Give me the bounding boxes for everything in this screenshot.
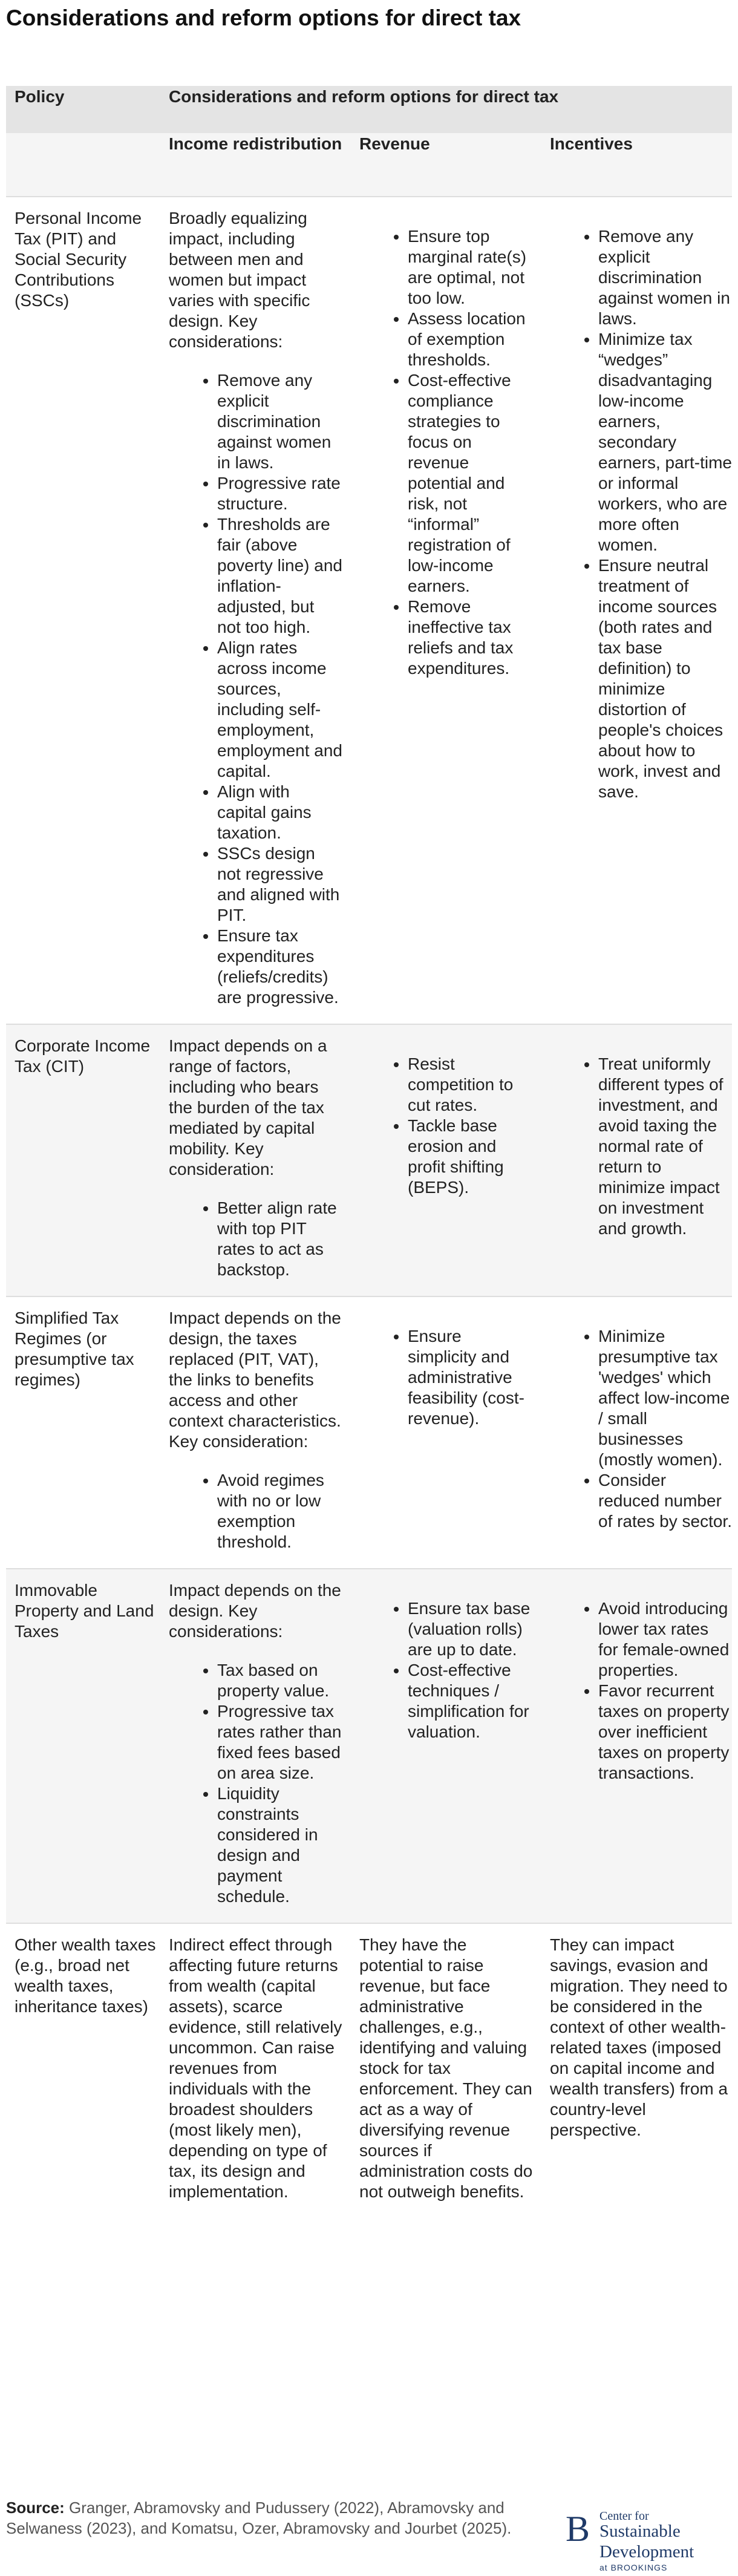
policy-cell: Immovable Property and Land Taxes (6, 1569, 160, 1923)
list-item: • Resist competition to cut rates. (408, 1054, 533, 1116)
source-note (6, 2497, 544, 2538)
income-text: Impact depends on the design, the taxes replaced (PIT, VAT), the links to benefits access and other context characteristics. Key consideration: (169, 1309, 341, 1451)
list-item: • Ensure tax expenditures (reliefs/credits) are progressive. (217, 926, 342, 1008)
incentives-list (550, 226, 732, 802)
policy-cell: Corporate Income Tax (CIT) (6, 1024, 160, 1296)
list-item: • Cost-effective compliance strategies to focus on revenue potential and risk, not “informal” registration of low-income earners. (408, 370, 533, 597)
revenue-list (359, 1598, 533, 1742)
logo-line-1: Center for (599, 2509, 649, 2523)
list-item: • Minimize presumptive tax 'wedges' which affect low-income / small businesses (mostly women). (598, 1326, 732, 1470)
revenue-list (359, 1054, 533, 1198)
income-text: Impact depends on a range of factors, including who bears the burden of the tax mediated by capital mobility. Key consideration: (169, 1036, 327, 1178)
incentives-cell: They can impact savings, evasion and migration. They need to be considered in the context of other wealth-related taxes (imposed on capital income and wealth transfers) from a country-level perspective. (541, 1923, 732, 2218)
income-list (169, 1470, 342, 1552)
list-item: • Treat uniformly different types of investment, and avoid taxing the normal rate of return to minimize impact on investment and growth. (598, 1054, 732, 1239)
policy-cell: Other wealth taxes (e.g., broad net wealth taxes, inheritance taxes) (6, 1923, 160, 2218)
income-cell (160, 197, 351, 1024)
subheader-empty (6, 133, 160, 197)
list-item: • Assess location of exemption thresholds. (408, 309, 533, 370)
list-item: • Ensure neutral treatment of income sources (both rates and tax base definition) to minimize distortion of people's choices about how to work, invest and save. (598, 555, 732, 802)
source-text: Granger, Abramovsky and Pudussery (2022), Abramovsky and Selwaness (2023), and Komatsu, Ozer, Abramovsky and Jourbet (2025). (6, 2499, 512, 2537)
logo-line-2: Sustainable (599, 2522, 681, 2541)
table-row (6, 1569, 732, 1923)
list-item: • Consider reduced number of rates by sector. (598, 1470, 732, 1532)
list-item: • Better align rate with top PIT rates to act as backstop. (217, 1198, 342, 1280)
revenue-cell: They have the potential to raise revenue, but face administrative challenges, e.g., identifying and valuing stock for tax enforcement. They can act as a way of diversifying revenue sources if administration costs do not outweigh benefits. (351, 1923, 541, 2218)
table-subheader-row (6, 133, 732, 197)
logo-mark: B (566, 2509, 590, 2549)
table-row (6, 1296, 732, 1569)
list-item: • Tax based on property value. (217, 1660, 342, 1701)
policy-cell: Simplified Tax Regimes (or presumptive tax regimes) (6, 1296, 160, 1569)
list-item: • Align rates across income sources, including self-employment, employment and capital. (217, 638, 342, 782)
header-considerations: Considerations and reform options for direct tax (160, 86, 732, 133)
source-label: Source: (6, 2499, 65, 2517)
list-item: • Minimize tax “wedges” disadvantaging low-income earners, secondary earners, part-time or informal workers, who are more often women. (598, 329, 732, 555)
incentives-cell (541, 197, 732, 1024)
list-item: • Remove any explicit discrimination against women in laws. (217, 370, 342, 473)
table-row (6, 197, 732, 1024)
income-list (169, 1198, 342, 1280)
list-item: • Avoid regimes with no or low exemption threshold. (217, 1470, 342, 1552)
incentives-cell (541, 1024, 732, 1296)
logo-line-4: at BROOKINGS (599, 2563, 668, 2572)
list-item: • SSCs design not regressive and aligned with PIT. (217, 843, 342, 926)
revenue-cell (351, 1024, 541, 1296)
list-item: • Avoid introducing lower tax rates for female-owned properties. (598, 1598, 732, 1681)
list-item: • Remove any explicit discrimination against women in laws. (598, 226, 732, 329)
list-item: • Favor recurrent taxes on property over inefficient taxes on property transactions. (598, 1681, 732, 1783)
list-item: • Align with capital gains taxation. (217, 782, 342, 843)
revenue-cell (351, 1296, 541, 1569)
subheader-income-redistribution: Income redistribution (160, 133, 351, 197)
subheader-incentives: Incentives (541, 133, 732, 197)
list-item: • Liquidity constraints considered in design and payment schedule. (217, 1783, 342, 1907)
income-list (169, 1660, 342, 1907)
incentives-cell (541, 1296, 732, 1569)
list-item: • Cost-effective techniques / simplification for valuation. (408, 1660, 533, 1742)
incentives-list (550, 1598, 732, 1783)
list-item: • Progressive tax rates rather than fixed fees based on area size. (217, 1701, 342, 1783)
page-title: Considerations and reform options for direct tax (6, 5, 521, 30)
revenue-list (359, 226, 533, 679)
list-item: • Tackle base erosion and profit shifting (BEPS). (408, 1116, 533, 1198)
tax-considerations-table (6, 86, 732, 2218)
revenue-cell (351, 1569, 541, 1923)
income-cell (160, 1024, 351, 1296)
logo-line-3: Development (599, 2542, 694, 2561)
table-row (6, 1024, 732, 1296)
subheader-revenue: Revenue (351, 133, 541, 197)
incentives-list (550, 1054, 732, 1239)
list-item: • Ensure top marginal rate(s) are optimal, not too low. (408, 226, 533, 309)
table-row (6, 1923, 732, 2218)
revenue-list (359, 1326, 533, 1429)
incentives-list (550, 1326, 732, 1532)
revenue-cell (351, 197, 541, 1024)
brookings-logo (566, 2505, 732, 2571)
income-cell: Indirect effect through affecting future returns from wealth (capital assets), scarce evidence, still relatively uncommon. Can raise revenues from individuals with the broadest shoulders (most likely men), depending on type of tax, its design and implementation. (160, 1923, 351, 2218)
income-text: Broadly equalizing impact, including between men and women but impact varies with specific design. Key considerations: (169, 209, 310, 351)
income-text: Impact depends on the design. Key considerations: (169, 1581, 341, 1641)
income-list (169, 370, 342, 1008)
list-item: • Ensure simplicity and administrative feasibility (cost-revenue). (408, 1326, 533, 1429)
list-item: • Thresholds are fair (above poverty line) and inflation-adjusted, but not too high. (217, 514, 342, 638)
list-item: • Progressive rate structure. (217, 473, 342, 514)
incentives-cell (541, 1569, 732, 1923)
header-policy: Policy (6, 86, 160, 133)
income-cell (160, 1296, 351, 1569)
income-cell (160, 1569, 351, 1923)
table-header-row (6, 86, 732, 133)
policy-cell: Personal Income Tax (PIT) and Social Security Contributions (SSCs) (15, 209, 142, 310)
list-item: • Remove ineffective tax reliefs and tax expenditures. (408, 597, 533, 679)
list-item: • Ensure tax base (valuation rolls) are up to date. (408, 1598, 533, 1660)
